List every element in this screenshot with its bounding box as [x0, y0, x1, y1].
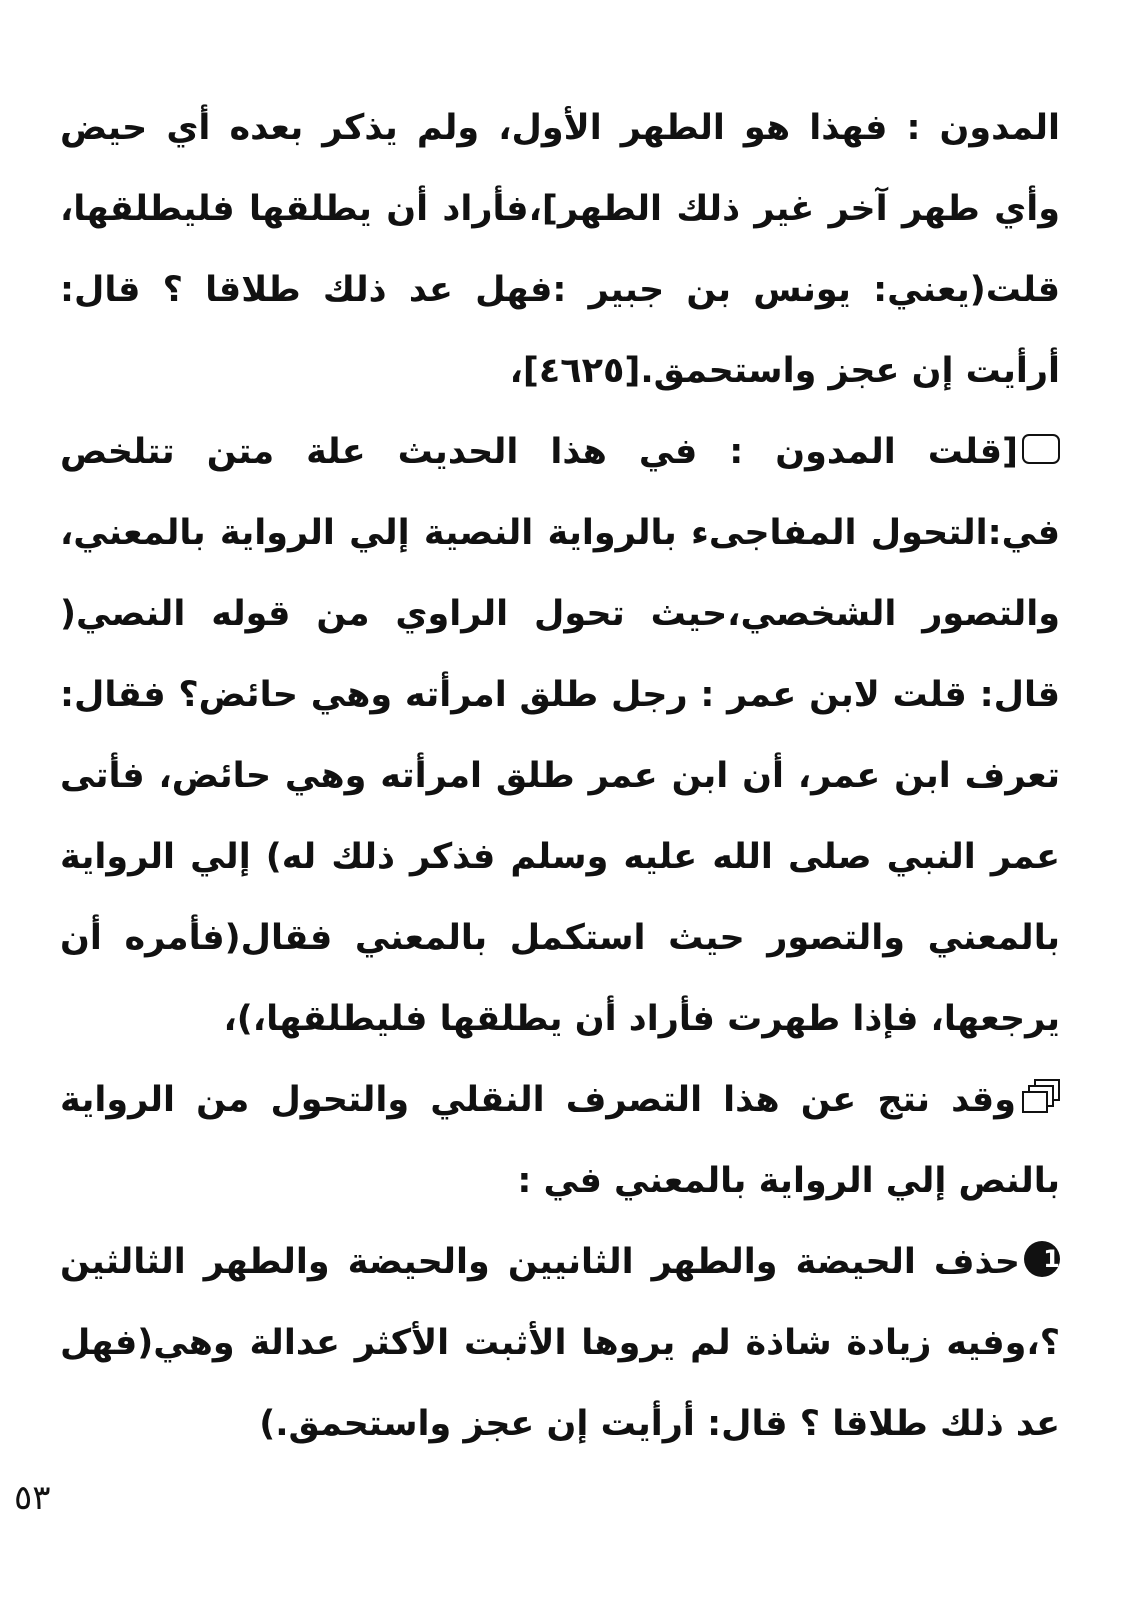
page-number: ٥٣ [14, 1478, 51, 1518]
paragraph-2 [60, 412, 1060, 1060]
paragraph-1 [60, 88, 1060, 412]
square-bullet-icon [1022, 434, 1060, 464]
paragraph-4 [60, 1222, 1060, 1465]
paragraph-2-text: [قلت المدون : في هذا الحديث علة متن تتلخص في:التحول المفاجىء بالرواية النصية إلي الرواية بالمعني، والتصور الشخصي،حيث تحول الراوي من قوله النصي( قال: قلت لابن عمر : رجل طلق امرأته وهي حائض؟ فقال: تعرف ابن عمر، أن ابن عمر طلق امرأته وهي حائض، فأتى عمر النبي صلى الله عليه وسلم فذكر ذلك له) إلي الرواية بالمعني والتصور حيث استكمل بالمعني فقال(فأمره أن يرجعها، فإذا طهرت فأراد أن يطلقها فليطلقها،)، [60, 432, 1060, 1039]
paragraph-3 [60, 1060, 1060, 1222]
stacked-squares-icon [1020, 1079, 1060, 1115]
page-body [60, 88, 1060, 1465]
paragraph-3-text: وقد نتج عن هذا التصرف النقلي والتحول من الرواية بالنص إلي الرواية بالمعني في : [60, 1080, 1060, 1201]
paragraph-1-text: المدون : فهذا هو الطهر الأول، ولم يذكر بعده أي حيض وأي طهر آخر غير ذلك الطهر]،فأراد أن يطلقها فليطلقها، قلت(يعني: يونس بن جبير :فهل عد ذلك طلاقا ؟ قال: أرأيت إن عجز واستحمق.[٤٦٢٥]، [60, 108, 1060, 391]
numbered-circle-icon: 1 [1024, 1241, 1060, 1277]
paragraph-4-text: حذف الحيضة والطهر الثانيين والحيضة والطهر الثالثين ؟،وفيه زيادة شاذة لم يروها الأثبت الأكثر عدالة وهي(فهل عد ذلك طلاقا ؟ قال: أرأيت إن عجز واستحمق.) [60, 1242, 1060, 1444]
